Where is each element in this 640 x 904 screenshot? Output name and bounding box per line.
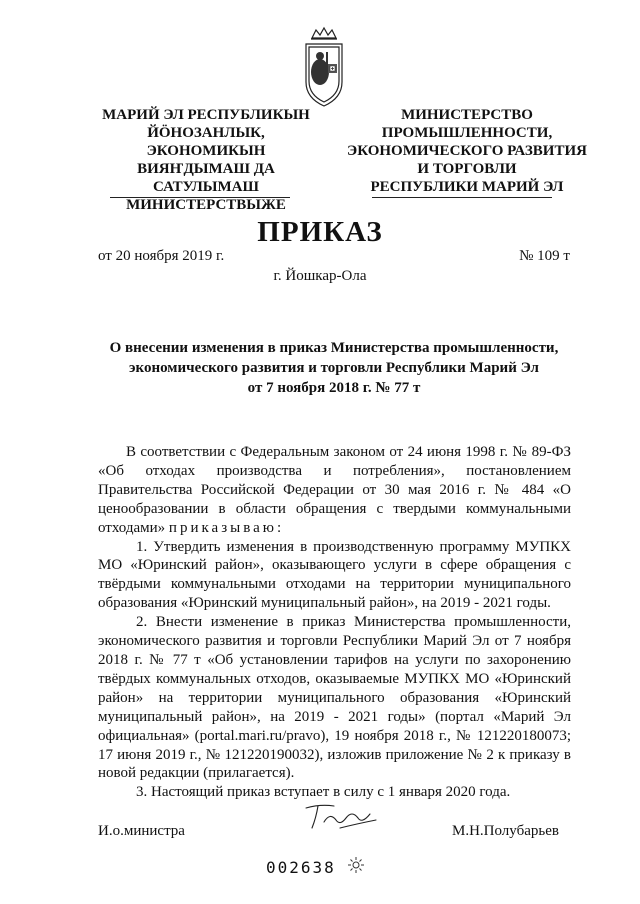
body-item-3: 3. Настоящий приказ вступает в силу с 1 января 2020 года. [136,784,511,801]
body-item-1: 1. Утвердить изменения в производственную программу МУПКХ МО «Юринский район», оказывающего услуги в сфере обращения с твёрдыми коммунальными отходами на территории муниципального образования «Юринский муниципальный район», на 2019 - 2021 годы. [98,538,571,612]
subject-line: экономического развития и торговли Республики Марий Эл [129,360,539,376]
subject-line: от 7 ноября 2018 г. № 77 т [247,380,421,396]
document-body [98,443,571,802]
document-city: г. Йошкар-Ола [273,268,367,284]
signatory-position: И.о.министра [98,823,185,839]
header-left-line: МАРИЙ ЭЛ РЕСПУБЛИКЫН [102,107,310,123]
header-left-line: САТУЛЫМАШ [152,179,259,195]
header-left-line: ВИЯҤДЫМАШ ДА [137,161,275,177]
body-intro-paragraph [98,443,571,538]
signatory-name: М.Н.Полубарьев [452,823,559,839]
header-divider-right [372,197,552,198]
subject-line: О внесении изменения в приказ Министерства промышленности, [109,340,559,356]
body-item-2: 2. Внести изменение в приказ Министерства промышленности, экономического развития и торговли Республики Марий Эл от 7 ноября 2018 г. № 77 т «Об установлении тарифов на услуги по захоронению твёрдых коммунальных отходов, оказываемые МУПКХ МО «Юринский район» на территории муниципального образования «Юринский муниципальный район», на 2019 - 2021 годы» (портал «Марий Эл официальная» (portal.mari.ru/pravo), 19 ноября 2018 г., № 121220180073; 17 июня 2019 г., № 121220190032), изложив приложение № 2 к приказу в новой редакции (прилагается). [98,614,571,782]
header-right-line: МИНИСТЕРСТВО [401,107,533,123]
serial-number: 002638 [266,858,336,877]
handwritten-signature [300,798,380,834]
decree-word: приказываю: [168,519,285,536]
header-divider-left [110,197,290,198]
mari-el-coat-of-arms-icon [298,26,350,108]
document-date: от 20 ноября 2019 г. [98,248,225,264]
document-title: ПРИКАЗ [257,216,383,248]
body-intro-text: В соответствии с Федеральным законом от 24 июня 1998 г. № 89-ФЗ «Об отходах производства и потребления», постановлением Правительства Российской Федерации от 30 мая 2016 г. № 484 «О ценообразовании в области обращения с твердыми коммунальными отходами» [98,444,571,536]
document-subject [98,338,570,398]
header-right-line: ПРОМЫШЛЕННОСТИ, [381,125,553,141]
header-right-line: И ТОРГОВЛИ [417,161,517,177]
header-left-line: ЙӦНОЗАНЛЫК, ЭКОНОМИКЫН [146,125,266,159]
star-mark-icon [346,855,366,875]
header-left-line: МИНИСТЕРСТВЫЖЕ [126,197,286,213]
ministry-name-russian [338,106,596,196]
header-right-line: РЕСПУБЛИКИ МАРИЙ ЭЛ [370,179,564,195]
header-right-line: ЭКОНОМИЧЕСКОГО РАЗВИТИЯ [347,143,587,159]
document-number: № 109 т [519,248,570,264]
